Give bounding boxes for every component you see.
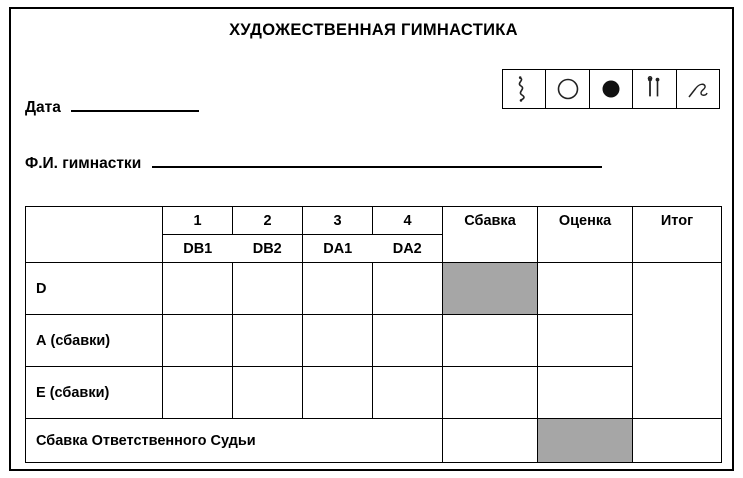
cell-e-sbavka[interactable] bbox=[443, 367, 538, 419]
cell-judge-itog[interactable] bbox=[633, 419, 722, 463]
header-sbavka: Сбавка bbox=[443, 207, 538, 235]
row-label-e: Е (сбавки) bbox=[26, 367, 163, 419]
cell-d-3[interactable] bbox=[303, 263, 373, 315]
cell-a-3[interactable] bbox=[303, 315, 373, 367]
row-label-d: D bbox=[26, 263, 163, 315]
cell-e-ocenka[interactable] bbox=[538, 367, 633, 419]
cell-judge-ocenka-blocked bbox=[538, 419, 633, 463]
cell-d-ocenka[interactable] bbox=[538, 263, 633, 315]
header-da1: DA1 bbox=[303, 235, 373, 263]
cell-e-1[interactable] bbox=[163, 367, 233, 419]
table-header-numbers bbox=[26, 207, 722, 235]
date-input[interactable] bbox=[71, 96, 199, 112]
header-number-1: 1 bbox=[163, 207, 233, 235]
cell-d-4[interactable] bbox=[373, 263, 443, 315]
cell-d-1[interactable] bbox=[163, 263, 233, 315]
athlete-name-input[interactable] bbox=[152, 152, 602, 168]
clubs-icon[interactable] bbox=[633, 70, 676, 108]
cell-itog-merged[interactable] bbox=[633, 263, 722, 419]
table-row bbox=[26, 367, 722, 419]
header-number-2: 2 bbox=[233, 207, 303, 235]
table-row bbox=[26, 263, 722, 315]
rope-icon[interactable] bbox=[503, 70, 546, 108]
cell-e-4[interactable] bbox=[373, 367, 443, 419]
cell-judge-sbavka[interactable] bbox=[443, 419, 538, 463]
header-itog-lower bbox=[633, 235, 722, 263]
document-frame bbox=[9, 7, 734, 471]
hoop-icon[interactable] bbox=[546, 70, 589, 108]
header-da2: DA2 bbox=[373, 235, 443, 263]
score-table bbox=[25, 206, 722, 463]
row-label-judge-deduction: Сбавка Ответственного Судьи bbox=[26, 419, 443, 463]
header-number-4: 4 bbox=[373, 207, 443, 235]
cell-e-2[interactable] bbox=[233, 367, 303, 419]
table-header-subcodes bbox=[26, 235, 722, 263]
header-sbavka-lower bbox=[443, 235, 538, 263]
header-db1: DB1 bbox=[163, 235, 233, 263]
date-label: Дата bbox=[25, 99, 61, 116]
athlete-label: Ф.И. гимнастки bbox=[25, 155, 142, 172]
cell-a-ocenka[interactable] bbox=[538, 315, 633, 367]
cell-a-sbavka[interactable] bbox=[443, 315, 538, 367]
table-row-judge-deduction bbox=[26, 419, 722, 463]
apparatus-icon-box bbox=[502, 69, 720, 109]
cell-a-1[interactable] bbox=[163, 315, 233, 367]
header-itog: Итог bbox=[633, 207, 722, 235]
header-number-3: 3 bbox=[303, 207, 373, 235]
page-title: ХУДОЖЕСТВЕННАЯ ГИМНАСТИКА bbox=[229, 21, 518, 39]
row-label-a: А (сбавки) bbox=[26, 315, 163, 367]
ball-icon[interactable] bbox=[590, 70, 633, 108]
cell-a-2[interactable] bbox=[233, 315, 303, 367]
table-row bbox=[26, 315, 722, 367]
cell-a-4[interactable] bbox=[373, 315, 443, 367]
corner-cell bbox=[26, 207, 163, 235]
date-field-row bbox=[25, 96, 199, 117]
cell-e-3[interactable] bbox=[303, 367, 373, 419]
header-db2: DB2 bbox=[233, 235, 303, 263]
cell-d-2[interactable] bbox=[233, 263, 303, 315]
corner-cell-lower bbox=[26, 235, 163, 263]
header-ocenka: Оценка bbox=[538, 207, 633, 235]
header-ocenka-lower bbox=[538, 235, 633, 263]
ribbon-icon[interactable] bbox=[677, 70, 719, 108]
cell-d-sbavka-blocked bbox=[443, 263, 538, 315]
athlete-field-row bbox=[25, 152, 602, 173]
